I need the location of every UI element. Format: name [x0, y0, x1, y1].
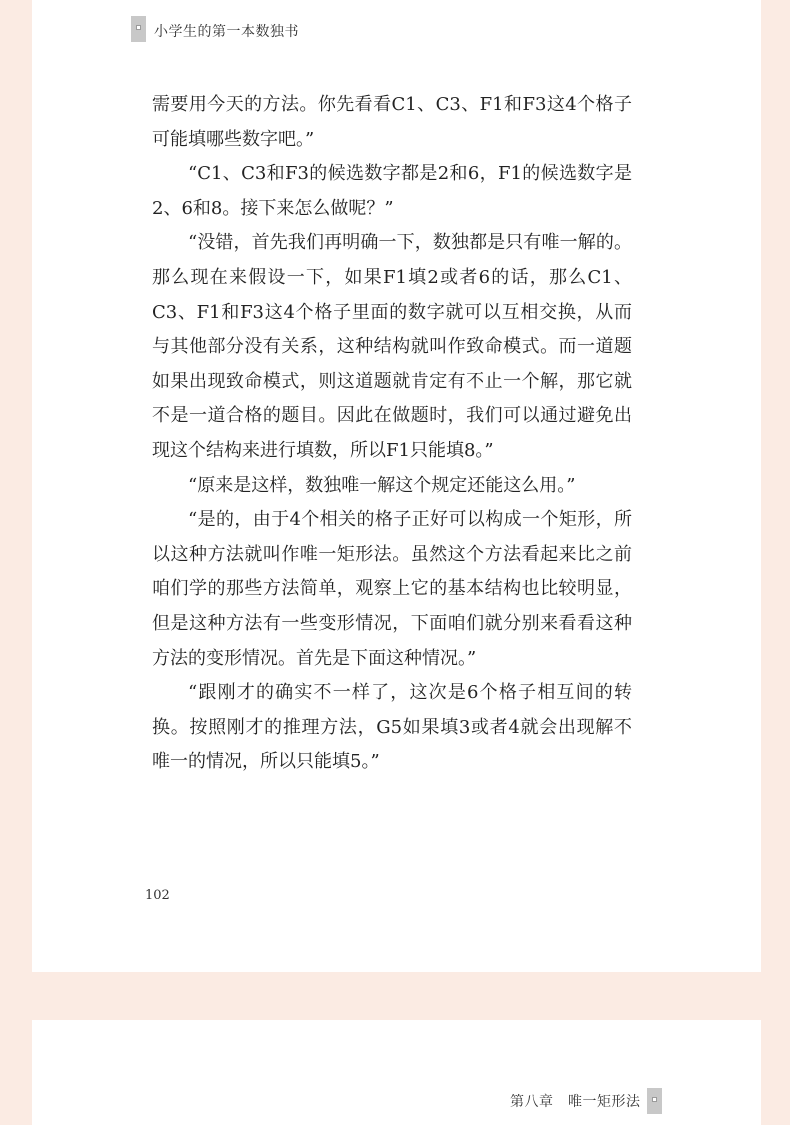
paragraph: 需要用今天的方法。你先看看C1、C3、F1和F3这4个格子可能填哪些数字吧。” [152, 94, 632, 150]
paragraph: “跟刚才的确实不一样了，这次是6个格子相互间的转换。按照刚才的推理方法，G5如果填3或者4就会出现解不唯一的情况，所以只能填5。” [152, 682, 632, 773]
paragraph: “是的，由于4个相关的格子正好可以构成一个矩形，所以这种方法就叫作唯一矩形法。虽然这个方法看起来比之前咱们学的那些方法简单，观察上它的基本结构也比较明显，但是这种方法有一些变形情况，下面咱们就分别来看看这种方法的变形情况。首先是下面这种情况。” [152, 509, 632, 669]
page-number: 102 [145, 888, 170, 903]
book-title: 小学生的第一本数独书 [154, 24, 299, 40]
chapter-title: 第八章 唯一矩形法 [510, 1094, 641, 1110]
paragraph: “原来是这样，数独唯一解这个规定还能这么用。” [188, 474, 576, 496]
book-page [32, 0, 761, 972]
paragraph: “没错，首先我们再明确一下，数独都是只有唯一解的。那么现在来假设一下，如果F1填2或者6的话，那么C1、C3、F1和F3这4个格子里面的数字就可以互相交换，从而与其他部分没有关系，这种结构就叫作致命模式。而一道题如果出现致命模式，则这道题就肯定有不止一个解，那它就不是一道合格的题目。因此在做题时，我们可以通过避免出现这个结构来进行填数，所以F1只能填8。” [152, 232, 632, 461]
paragraph: “C1、C3和F3的候选数字都是2和6，F1的候选数字是2、6和8。接下来怎么做呢？” [152, 163, 632, 219]
header-marker-icon [131, 16, 146, 42]
page-body [152, 88, 632, 780]
header-marker-icon [647, 1088, 662, 1114]
next-page [32, 1020, 761, 1125]
